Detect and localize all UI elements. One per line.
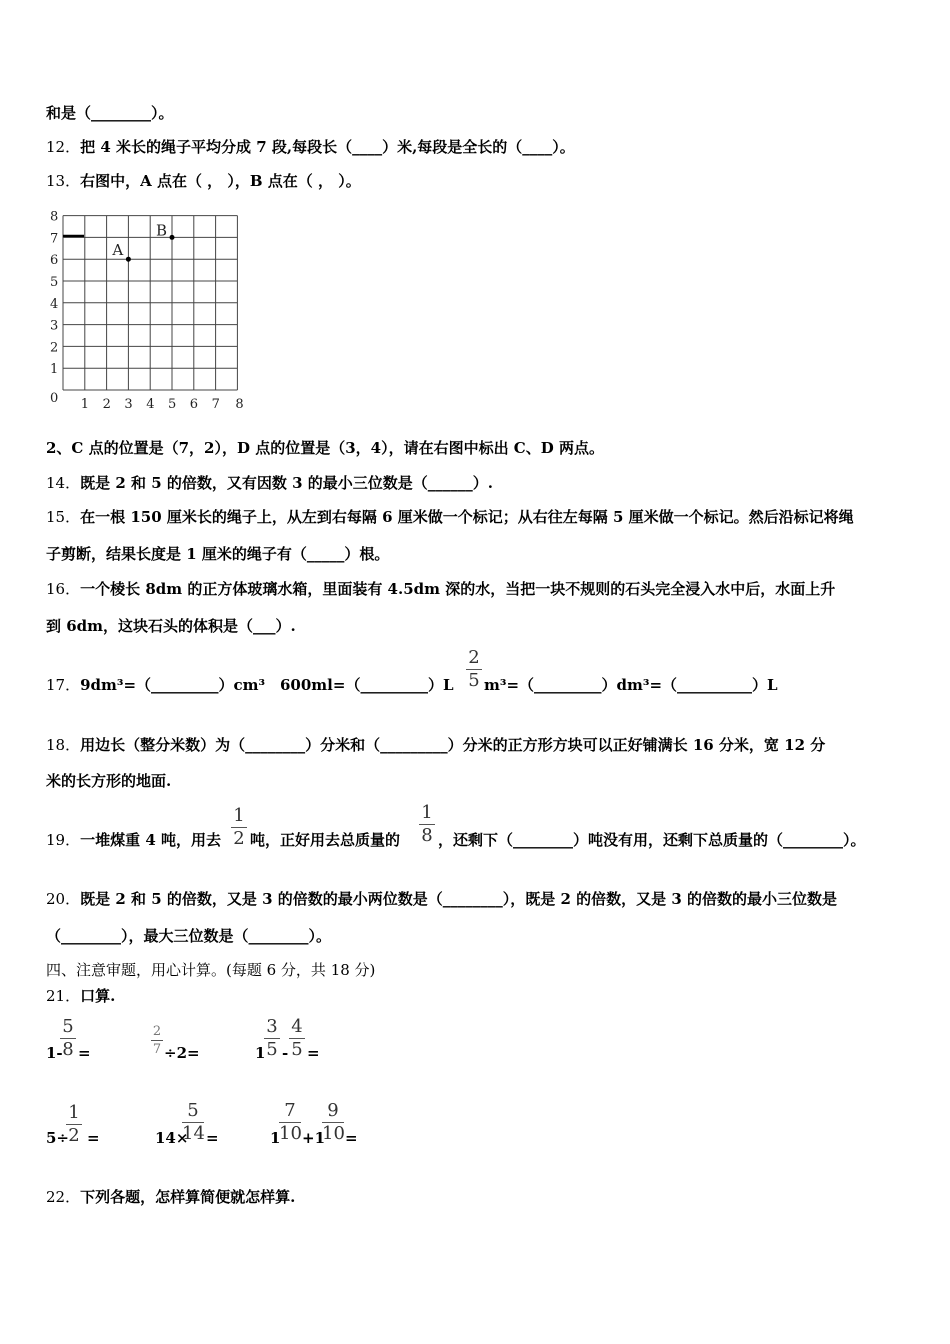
calc-1-prefix: 1- <box>46 1044 63 1062</box>
y-axis-label: 8 <box>50 209 59 225</box>
q12-number: 12． <box>46 138 81 156</box>
calc-6-numerator-1: 7 <box>284 1100 296 1121</box>
x-axis-label: 8 <box>235 397 244 412</box>
calc-3-operator: - <box>282 1044 289 1062</box>
calc-3-fraction-2 <box>289 1017 305 1060</box>
q21-number: 21． <box>46 987 81 1005</box>
calc-3-denominator-1: 5 <box>266 1039 278 1060</box>
q17-fraction-denominator: 5 <box>468 670 480 691</box>
q19-fraction-b-numerator: 1 <box>421 802 433 823</box>
q19-part-b: 吨，正好用去总质量的 <box>250 831 401 849</box>
x-axis-label: 3 <box>124 397 133 412</box>
point-a <box>126 257 131 262</box>
calc-4-fraction <box>66 1103 82 1146</box>
q19-fraction-b-denominator: 8 <box>421 825 433 846</box>
q17-part-c: m³=（_________）dm³=（__________）L <box>484 676 778 694</box>
question-17 <box>46 675 265 695</box>
point-b-label: B <box>156 221 168 240</box>
x-axis-label: 6 <box>189 397 199 412</box>
calc-3-numerator-1: 3 <box>266 1016 278 1037</box>
calc-4-denominator: 2 <box>68 1125 80 1146</box>
q16-text-a: 一个棱长 8dm 的正方体玻璃水箱，里面装有 4.5dm 深的水，当把一块不规则的石头完全浸入水中后，水面上升 <box>80 580 836 598</box>
q13-sub-text: 2、C 点的位置是（7，2），D 点的位置是（3，4），请在右图中标出 C、D 两点。 <box>46 439 604 457</box>
q12-text: 把 4 米长的绳子平均分成 7 段,每段长（____）米,每段是全长的（____）。 <box>80 138 575 156</box>
calc-1-denominator: 8 <box>62 1039 74 1060</box>
question-21 <box>46 986 115 1006</box>
q19-part-a: 一堆煤重 4 吨，用去 <box>80 831 221 849</box>
question-15-cont <box>46 544 389 564</box>
question-16-cont <box>46 616 296 636</box>
q19-fraction-b <box>419 803 435 846</box>
q16-text-b: 到 6dm，这块石头的体积是（___）. <box>46 617 296 635</box>
y-axis-label: 1 <box>50 362 59 378</box>
q13-text: 右图中，A 点在（ ， ），B 点在（ ， ）。 <box>80 172 361 190</box>
calc-6-numerator-2: 9 <box>327 1100 339 1121</box>
q18-number: 18． <box>46 736 81 754</box>
calc-6-denominator-2: 10 <box>322 1123 345 1144</box>
calc-1-fraction <box>60 1017 76 1060</box>
q11-tail <box>46 103 174 123</box>
point-a-label: A <box>112 241 124 260</box>
calc-2-suffix: ÷2= <box>164 1044 200 1062</box>
calc-5-prefix: 14× <box>155 1129 189 1147</box>
q13-number: 13． <box>46 172 81 190</box>
question-18-cont <box>46 771 171 791</box>
q14-number: 14． <box>46 474 81 492</box>
q19-fraction-a-numerator: 1 <box>233 805 245 826</box>
q18-text-b: 米的长方形的地面. <box>46 772 172 790</box>
calc-3-prefix: 1 <box>255 1044 266 1062</box>
x-axis-label: 7 <box>211 397 220 412</box>
x-axis-label: 4 <box>146 397 155 412</box>
q20-number: 20． <box>46 890 81 908</box>
calc-3-numerator-2: 4 <box>291 1016 303 1037</box>
q15-text-b: 子剪断，结果长度是 1 厘米的绳子有（_____）根。 <box>46 545 390 563</box>
q16-number: 16． <box>46 580 81 598</box>
calc-6-fraction-2 <box>322 1101 344 1144</box>
q15-number: 15． <box>46 508 81 526</box>
q19-fraction-a <box>231 806 247 849</box>
question-16 <box>46 579 835 599</box>
y-axis-label: 5 <box>50 275 59 290</box>
calc-4-prefix: 5÷ <box>46 1129 70 1147</box>
calc-2-numerator: 2 <box>152 1024 162 1039</box>
calc-4-numerator: 1 <box>68 1102 80 1123</box>
q22-number: 22． <box>46 1188 81 1206</box>
calc-3-denominator-2: 5 <box>291 1039 303 1060</box>
y-axis-label: 2 <box>50 340 59 356</box>
x-axis-label: 5 <box>168 397 177 412</box>
fraction-bar <box>151 1040 163 1041</box>
question-15 <box>46 507 854 527</box>
calc-5-fraction <box>182 1101 204 1144</box>
q14-text: 既是 2 和 5 的倍数，又有因数 3 的最小三位数是（______）. <box>80 474 493 492</box>
q18-text-a: 用边长（整分米数）为（________）分米和（_________）分米的正方形方块可以正好铺满长 16 分米，宽 12 分 <box>80 736 826 754</box>
q17-part-a: 9dm³=（_________）cm³ <box>80 676 266 694</box>
y-axis-label: 7 <box>50 231 59 247</box>
question-20-cont <box>46 926 331 946</box>
x-axis-label: 1 <box>80 397 90 412</box>
question-12 <box>46 137 575 157</box>
coordinate-grid <box>44 202 254 414</box>
calc-3-suffix: = <box>307 1044 320 1062</box>
calc-2-denominator: 7 <box>152 1042 162 1057</box>
section-4-heading: 四、注意审题，用心计算。(每题 6 分，共 18 分) <box>46 961 376 979</box>
calc-6-suffix: = <box>345 1129 358 1147</box>
q20-text-a: 既是 2 和 5 的倍数，又是 3 的倍数的最小两位数是（________），既是 2 的倍数，又是 3 的倍数的最小三位数是 <box>80 890 838 908</box>
q13-subquestion <box>46 438 604 458</box>
calc-2-fraction <box>151 1024 163 1057</box>
calc-6-prefix: 1 <box>270 1129 281 1147</box>
calc-1-numerator: 5 <box>62 1016 74 1037</box>
y-axis-label: 3 <box>50 318 59 334</box>
point-b <box>170 235 175 240</box>
calc-5-suffix: = <box>206 1129 219 1147</box>
calc-5-denominator: 14 <box>182 1123 205 1144</box>
q17-number: 17． <box>46 676 81 694</box>
calc-6-fraction-1 <box>279 1101 301 1144</box>
calc-6-operator: +1 <box>302 1129 326 1147</box>
q11-tail-text: 和是（________）。 <box>46 104 174 122</box>
q20-text-b: （________），最大三位数是（________）。 <box>46 927 332 945</box>
y-axis-label: 6 <box>50 253 59 269</box>
q15-text-a: 在一根 150 厘米长的绳子上，从左到右每隔 6 厘米做一个标记；从右往左每隔 5 厘米做一个标记。然后沿标记将绳 <box>80 508 854 526</box>
question-13 <box>46 171 361 191</box>
y-axis-label: 4 <box>50 296 59 312</box>
q19-part-c: ，还剩下（________）吨没有用，还剩下总质量的（________）。 <box>438 831 866 849</box>
q21-text: 口算. <box>80 987 116 1005</box>
question-14 <box>46 473 493 493</box>
calc-1-suffix: = <box>78 1044 91 1062</box>
question-22 <box>46 1187 295 1207</box>
calc-4-suffix: = <box>87 1129 100 1147</box>
q19-fraction-a-denominator: 2 <box>233 828 245 849</box>
q17-fraction-numerator: 2 <box>468 647 480 668</box>
q19-number: 19． <box>46 831 81 849</box>
x-axis-label: 2 <box>102 397 111 412</box>
q22-text: 下列各题，怎样算简便就怎样算. <box>80 1188 296 1206</box>
calc-5-numerator: 5 <box>187 1100 199 1121</box>
q17-part-b: 600ml=（_________）L <box>280 676 454 694</box>
question-19 <box>46 830 221 850</box>
y-axis-label: 0 <box>50 391 59 406</box>
calc-3-fraction-1 <box>264 1017 280 1060</box>
q17-fraction <box>466 648 482 691</box>
calc-6-denominator-1: 10 <box>279 1123 302 1144</box>
question-20 <box>46 889 837 909</box>
question-18 <box>46 735 825 755</box>
